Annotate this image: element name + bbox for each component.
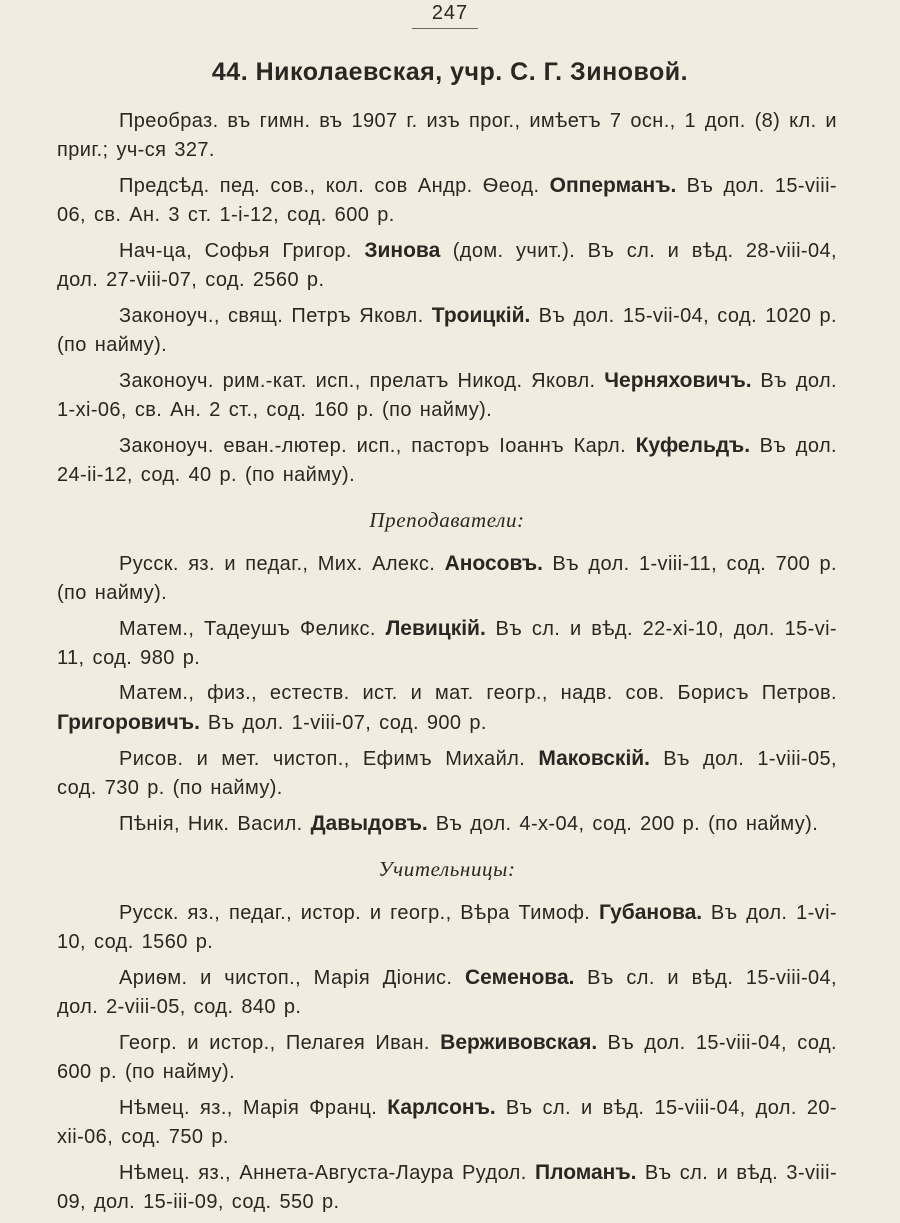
- entry-text: Геогр. и истор., Пелагея Иван.: [119, 1032, 441, 1054]
- entry-text: Предсѣд. пед. сов., кол. сов Андр. Ѳеод.: [119, 175, 550, 197]
- entry-details: Въ сл. и вѣд. 3-viii-09, дол. 15-iii-09, сод. 550 р.: [57, 1162, 838, 1213]
- staff-entry: [57, 236, 837, 295]
- entry-details: Въ дол. 4-x-04, сод. 200 р. (по найму).: [427, 813, 819, 835]
- entry-surname: Давыдовъ.: [310, 812, 428, 835]
- entry-text: Рисов. и мет. чистоп., Ефимъ Михайл.: [119, 748, 539, 770]
- entry-details: Въ дол. 15-viii-06, св. Ан. 3 ст. 1-i-12, сод. 600 р.: [57, 175, 837, 226]
- entry-text: Преобраз. въ гимн. въ 1907 г. изъ прог., имѣетъ 7 осн., 1 доп. (8) кл. и приг.; уч-ся 327.: [57, 110, 837, 161]
- entry-details: Въ дол. 1-xi-06, св. Ан. 2 ст., сод. 160 р. (по найму).: [57, 370, 837, 421]
- entry-text: Ариѳм. и чистоп., Марія Діонис.: [119, 967, 466, 989]
- staff-entry: [57, 963, 837, 1022]
- staff-entry: [57, 679, 837, 738]
- document-body: [57, 107, 837, 1223]
- staff-entry: [57, 809, 837, 839]
- page-number: 247: [431, 2, 469, 24]
- entry-details: Въ сл. и вѣд. 22-xi-10, дол. 15-vi-11, сод. 980 р.: [57, 618, 837, 669]
- entry-text: Нѣмец. яз., Аннета-Августа-Лаура Рудол.: [119, 1162, 536, 1184]
- entry-details: Въ сл. и вѣд. 15-viii-04, дол. 20-xii-06, сод. 750 р.: [57, 1097, 837, 1148]
- entry-surname: Левицкій.: [385, 617, 486, 640]
- entry-details: Въ дол. 1-viii-07, сод. 900 р.: [199, 712, 487, 734]
- entry-details: Въ дол. 1-viii-05, сод. 730 р. (по найму).: [57, 748, 837, 799]
- section-heading: Преподаватели:: [369, 508, 525, 532]
- entry-details: Въ дол. 15-vii-04, сод. 1020 р. (по найму).: [57, 305, 838, 356]
- staff-entry: [57, 1093, 837, 1152]
- staff-entry: [57, 107, 837, 165]
- entry-surname: Троицкій.: [431, 304, 531, 327]
- entry-surname: Губанова.: [599, 901, 703, 924]
- entry-details: Въ дол. 1-vi-10, сод. 1560 р.: [57, 902, 837, 953]
- entry-surname: Куфельдъ.: [635, 434, 751, 457]
- section-heading: Учительницы:: [378, 857, 516, 881]
- entry-text: Законоуч. еван.-лютер. исп., пасторъ Іоаннъ Карл.: [119, 435, 636, 457]
- staff-entry: [57, 1158, 837, 1217]
- entry-text: Русск. яз. и педаг., Мих. Алекс.: [119, 553, 445, 575]
- staff-entry: [57, 301, 837, 360]
- entry-surname: Аносовъ.: [444, 552, 544, 575]
- staff-entry: [57, 898, 837, 957]
- entry-surname: Опперманъ.: [549, 174, 677, 197]
- staff-entry: [57, 549, 837, 608]
- entry-surname: Верживовская.: [440, 1031, 598, 1054]
- entry-details: Въ сл. и вѣд. 15-viii-04, дол. 2-viii-05, сод. 840 р.: [57, 967, 838, 1018]
- entry-surname: Зинова: [364, 239, 441, 262]
- entry-surname: Григоровичъ.: [57, 711, 200, 734]
- entry-text: Законоуч. рим.-кат. исп., прелатъ Никод. Яковл.: [119, 370, 605, 392]
- staff-entry: [57, 1028, 837, 1087]
- staff-entry: [57, 744, 837, 803]
- entry-text: Пѣнія, Ник. Васил.: [119, 813, 311, 835]
- staff-entry: [57, 431, 837, 490]
- entry-details: Въ дол. 24-ii-12, сод. 40 р. (по найму).: [57, 435, 837, 486]
- entry-text: Русск. яз., педаг., истор. и геогр., Вѣра Тимоф.: [119, 902, 599, 924]
- entry-surname: Пломанъ.: [535, 1161, 637, 1184]
- entry-surname: Семенова.: [465, 966, 575, 989]
- entry-text: Нѣмец. яз., Марія Франц.: [119, 1097, 388, 1119]
- entry-details: Въ дол. 1-viii-11, сод. 700 р. (по найму).: [57, 553, 837, 604]
- page-number-rule: [412, 28, 478, 29]
- entry-surname: Карлсонъ.: [387, 1096, 496, 1119]
- entry-text: Матем., физ., естеств. ист. и мат. геогр., надв. сов. Борисъ Петров.: [119, 682, 837, 704]
- entry-text: Нач-ца, Софья Григор.: [119, 240, 365, 262]
- staff-entry: [57, 614, 837, 673]
- entry-text: Законоуч., свящ. Петръ Яковл.: [119, 305, 432, 327]
- entry-surname: Маковскій.: [538, 747, 651, 770]
- entry-details: Въ дол. 15-viii-04, сод. 600 р. (по найму).: [57, 1032, 837, 1083]
- staff-entry: [57, 171, 837, 230]
- entry-details: (дом. учит.). Въ сл. и вѣд. 28-viii-04, дол. 27-viii-07, сод. 2560 р.: [57, 240, 838, 291]
- entry-text: Матем., Тадеушъ Феликс.: [119, 618, 386, 640]
- section-title: 44. Николаевская, учр. С. Г. Зиновой.: [211, 58, 689, 86]
- entry-surname: Черняховичъ.: [604, 369, 752, 392]
- staff-entry: [57, 366, 837, 425]
